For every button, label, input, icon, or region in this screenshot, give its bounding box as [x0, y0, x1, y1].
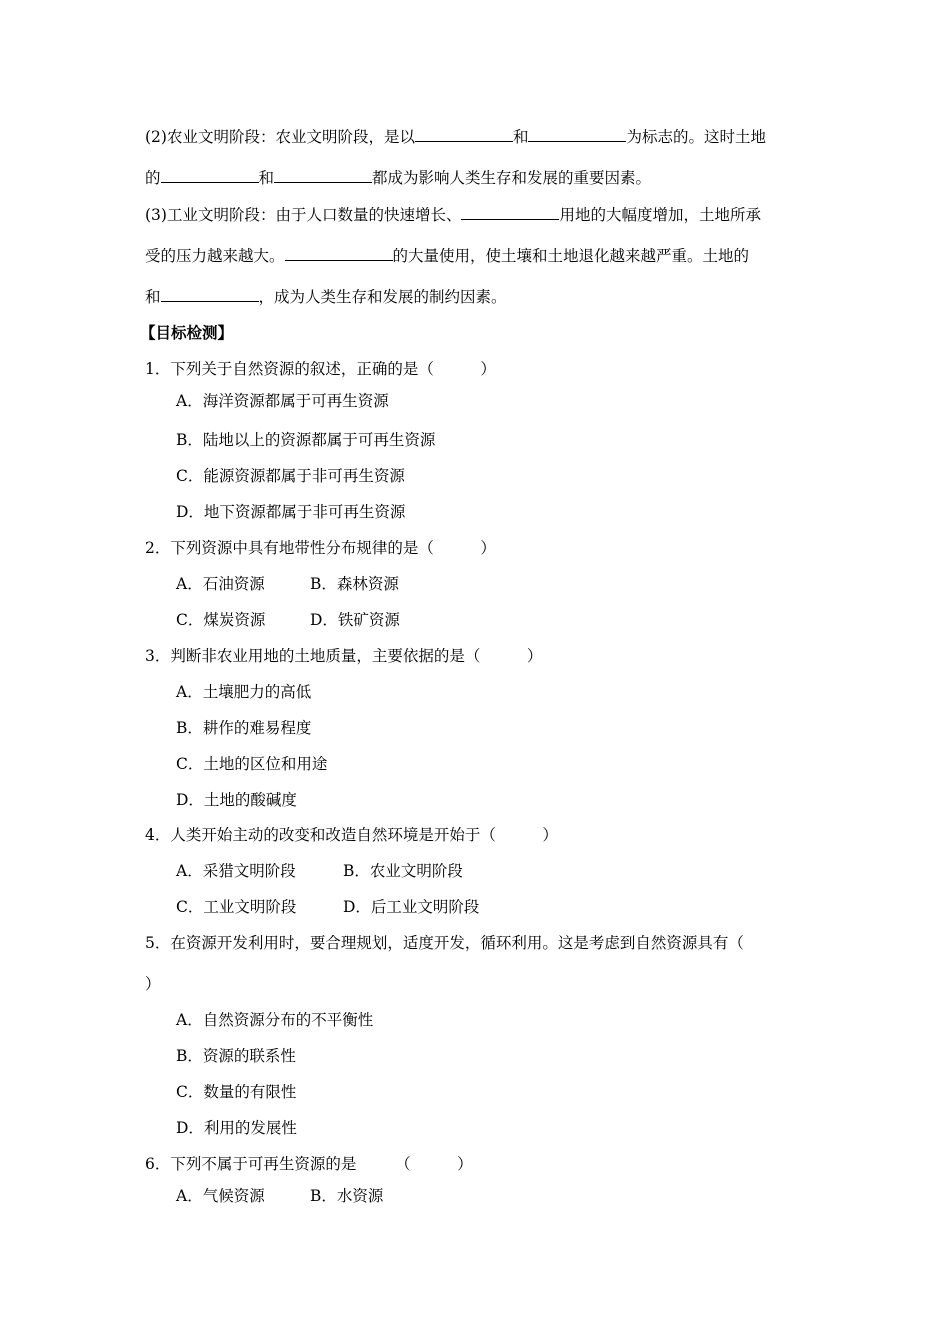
- question-1-option-c: C．能源资源都属于非可再生资源: [176, 467, 405, 485]
- p3-line-1: [145, 205, 761, 225]
- question-1-option-a: A．海洋资源都属于可再生资源: [176, 392, 389, 410]
- question-5-option-b: B．资源的联系性: [176, 1047, 296, 1065]
- question-4-option-c: C．工业文明阶段: [176, 898, 297, 916]
- question-2-option-b: B．森林资源: [310, 575, 399, 593]
- question-5-option-a: A．自然资源分布的不平衡性: [176, 1011, 374, 1029]
- question-4-option-b: B．农业文明阶段: [343, 862, 463, 880]
- question-6-option-b: B．水资源: [310, 1187, 384, 1205]
- question-1-option-b: B．陆地以上的资源都属于可再生资源: [176, 431, 436, 449]
- question-4-stem: 4．人类开始主动的改变和改造自然环境是开始于（ ）: [145, 826, 558, 844]
- question-2-stem: 2．下列资源中具有地带性分布规律的是（ ）: [145, 539, 496, 557]
- text: (3)工业文明阶段：由于人口数量的快速增长、: [145, 206, 462, 224]
- fill-blank: [274, 168, 372, 183]
- section-title: 【目标检测】: [140, 323, 234, 342]
- text: 和: [145, 288, 161, 306]
- text: (2)农业文明阶段：农业文明阶段，是以: [145, 128, 415, 146]
- question-3-option-a: A．土壤肥力的高低: [176, 683, 312, 701]
- question-5-stem-cont: ）: [145, 975, 161, 993]
- question-4-option-d: D．后工业文明阶段: [343, 898, 480, 916]
- question-3-option-d: D．土地的酸碱度: [176, 791, 297, 809]
- question-6-stem: 6．下列不属于可再生资源的是 （ ）: [145, 1155, 473, 1173]
- text: 和: [258, 169, 275, 187]
- question-5-option-d: D．利用的发展性: [176, 1119, 297, 1137]
- question-6-option-a: A．气候资源: [176, 1187, 265, 1205]
- fill-blank: [161, 287, 259, 302]
- question-5-option-c: C．数量的有限性: [176, 1083, 297, 1101]
- question-3-stem: 3．判断非农业用地的土地质量，主要依据的是（ ）: [145, 647, 543, 665]
- fill-blank: [285, 246, 393, 261]
- text: 和: [512, 128, 529, 146]
- fill-blank: [528, 127, 626, 142]
- question-2-option-d: D．铁矿资源: [310, 611, 400, 629]
- p3-line-2: [145, 246, 749, 266]
- fill-blank: [461, 205, 559, 220]
- text: ，成为人类生存和发展的制约因素。: [258, 288, 507, 306]
- question-4-option-a: A．采猎文明阶段: [176, 862, 296, 880]
- question-1-stem: 1．下列关于自然资源的叙述，正确的是（ ）: [145, 360, 496, 378]
- question-3-option-b: B．耕作的难易程度: [176, 719, 312, 737]
- text: 的大量使用，使土壤和土地退化越来越严重。土地的: [392, 247, 750, 265]
- fill-blank: [161, 168, 259, 183]
- fill-blank: [415, 127, 513, 142]
- text: 用地的大幅度增加，土地所承: [559, 206, 761, 224]
- question-2-option-c: C．煤炭资源: [176, 611, 266, 629]
- text: 都成为影响人类生存和发展的重要因素。: [372, 169, 652, 187]
- question-5-stem: 5．在资源开发利用时，要合理规划，适度开发，循环利用。这是考虑到自然资源具有（: [145, 934, 744, 952]
- question-1-option-d: D．地下资源都属于非可再生资源: [176, 503, 406, 521]
- text: 受的压力越来越大。: [145, 247, 285, 265]
- question-3-option-c: C．土地的区位和用途: [176, 755, 328, 773]
- p2-line-2: [145, 168, 651, 188]
- p3-line-3: [145, 287, 507, 307]
- p2-line-1: [145, 127, 766, 147]
- text: 的: [145, 169, 161, 187]
- text: 为标志的。这时土地: [626, 128, 766, 146]
- question-2-option-a: A．石油资源: [176, 575, 265, 593]
